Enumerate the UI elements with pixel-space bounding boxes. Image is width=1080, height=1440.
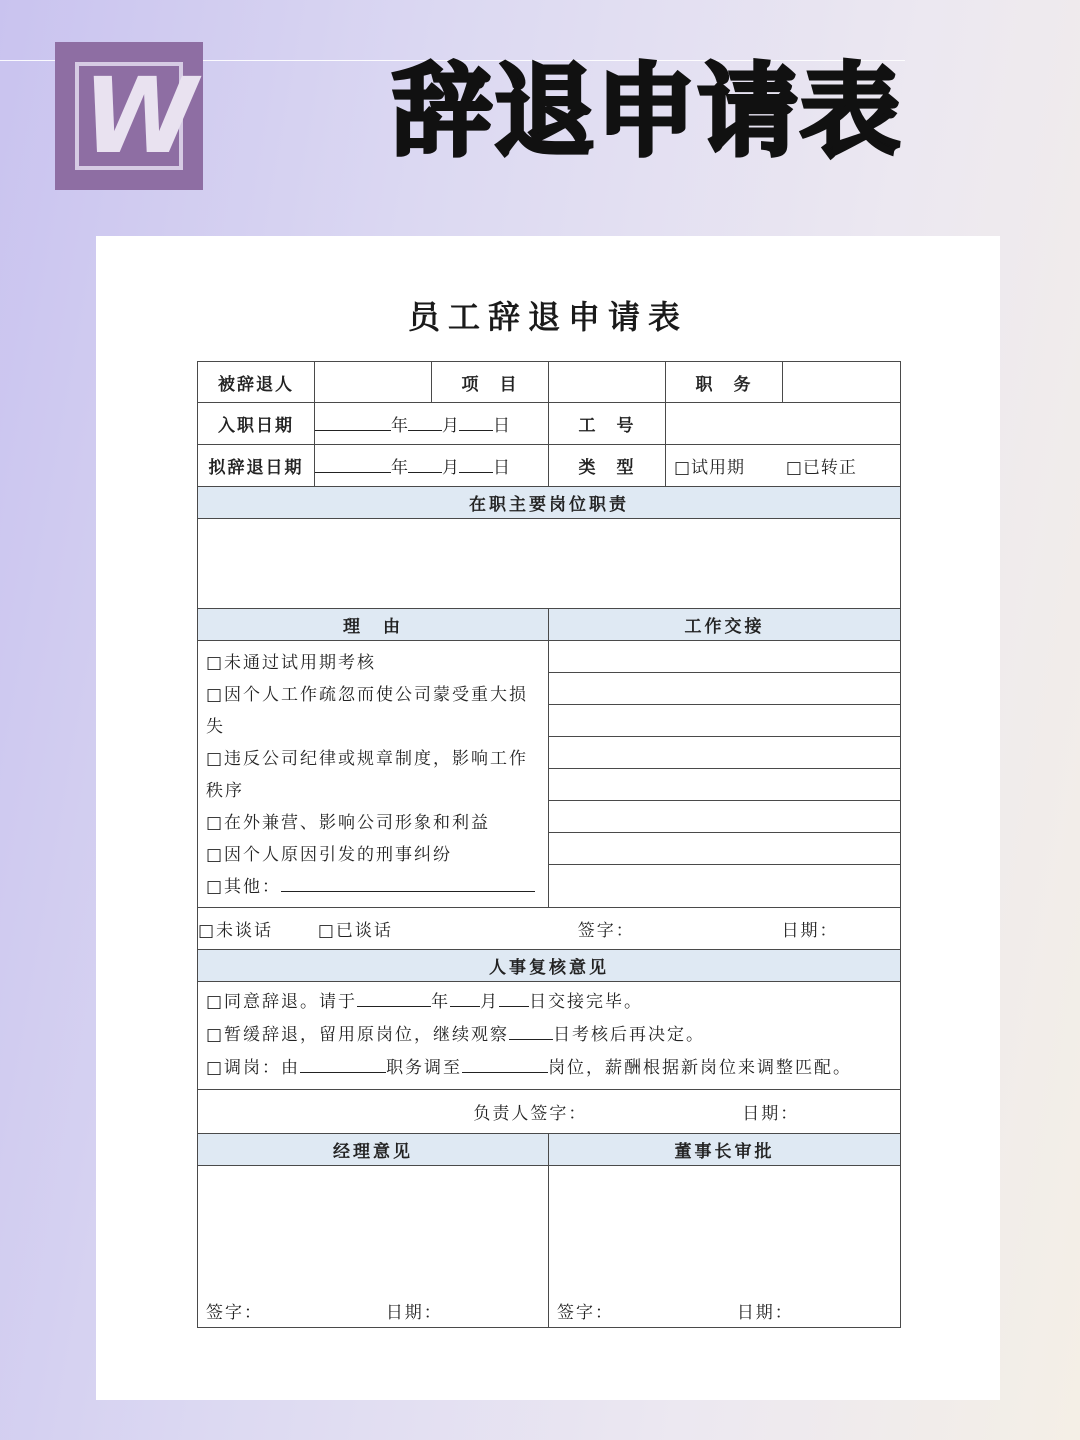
hr-options — [198, 982, 901, 1090]
field-hire-date[interactable]: 年 月 日 — [315, 403, 549, 445]
hr-option-transfer[interactable]: □调岗：由 职务调至 岗位，薪酬根据新岗位来调整匹配。 — [206, 1058, 853, 1078]
label-hire-date: 入职日期 — [198, 403, 315, 445]
field-dismissed-person[interactable] — [315, 362, 432, 403]
reason-list — [198, 641, 548, 907]
checkbox-not-talked[interactable]: □未谈话 — [198, 921, 274, 941]
row-hr-header — [198, 950, 901, 982]
dismissal-form-table — [197, 361, 901, 1328]
header-manager: 经理意见 — [198, 1134, 549, 1166]
header-reason: 理 由 — [198, 609, 549, 641]
row-duties-header — [198, 487, 901, 519]
row-hr-sign — [198, 1090, 901, 1134]
field-dismiss-date[interactable]: 年 月 日 — [315, 445, 549, 487]
row-duties-body — [198, 519, 901, 609]
handover-line[interactable] — [549, 769, 900, 801]
field-duties[interactable] — [198, 519, 901, 609]
row-dismiss-date — [198, 445, 901, 487]
row-reason-handover-header — [198, 609, 901, 641]
row-approval-body — [198, 1166, 901, 1328]
reason-cell — [198, 641, 549, 908]
handover-lines — [549, 641, 901, 908]
chairman-date-label: 日期： — [736, 1303, 794, 1323]
row-talk — [198, 908, 901, 950]
logo-letter: W — [82, 55, 194, 177]
header-hr-review: 人事复核意见 — [198, 950, 901, 982]
checkbox-regular[interactable]: □已转正 — [785, 458, 857, 478]
reason-item[interactable]: □因个人原因引发的刑事纠纷 — [206, 845, 453, 865]
row-hire-date — [198, 403, 901, 445]
form-title: 员工辞退申请表 — [407, 298, 688, 336]
hr-option-postpone[interactable]: □暂缓辞退，留用原岗位，继续观察 日考核后再决定。 — [206, 1025, 706, 1045]
reason-item[interactable]: □未通过试用期考核 — [206, 653, 377, 673]
checkbox-talked[interactable]: □已谈话 — [317, 921, 393, 941]
label-dismissed-person: 被辞退人 — [198, 362, 315, 403]
row-employee — [198, 362, 901, 403]
reason-other[interactable]: □其他： — [206, 871, 548, 903]
field-position[interactable] — [783, 362, 901, 403]
label-position: 职 务 — [666, 362, 783, 403]
label-employee-id: 工 号 — [549, 403, 666, 445]
chairman-sign-label: 签字： — [557, 1303, 614, 1323]
manager-opinion-cell[interactable] — [198, 1166, 549, 1328]
field-project[interactable] — [549, 362, 666, 403]
hr-date-label: 日期： — [742, 1104, 800, 1124]
label-type: 类 型 — [549, 445, 666, 487]
talk-sign-label: 签字： — [577, 921, 635, 941]
reason-item[interactable]: □因个人工作疏忽而使公司蒙受重大损失 — [206, 685, 529, 737]
handover-line[interactable] — [549, 865, 900, 897]
header-duties: 在职主要岗位职责 — [198, 487, 901, 519]
label-project: 项 目 — [432, 362, 549, 403]
word-logo-icon — [55, 42, 203, 190]
talk-date-label: 日期： — [781, 921, 839, 941]
header-chairman: 董事长审批 — [549, 1134, 901, 1166]
hr-option-approve[interactable]: □同意辞退。请于 年 月 日交接完毕。 — [206, 992, 644, 1012]
manager-date-label: 日期： — [385, 1303, 443, 1323]
banner-title: 辞退申请表 — [392, 53, 902, 170]
manager-sign-label: 签字： — [206, 1303, 263, 1323]
hr-sign-row — [198, 1090, 901, 1134]
row-approval-header — [198, 1134, 901, 1166]
handover-line[interactable] — [549, 801, 900, 833]
row-reason-handover-body — [198, 641, 901, 908]
label-dismiss-date: 拟辞退日期 — [198, 445, 315, 487]
chairman-approval-cell[interactable] — [549, 1166, 901, 1328]
field-employee-id[interactable] — [666, 403, 901, 445]
handover-line[interactable] — [549, 641, 900, 673]
row-hr-body — [198, 982, 901, 1090]
handover-line[interactable] — [549, 705, 900, 737]
checkbox-probation[interactable]: □试用期 — [674, 458, 746, 478]
header-handover: 工作交接 — [549, 609, 901, 641]
hr-sign-label: 负责人签字： — [473, 1104, 588, 1124]
handover-line[interactable] — [549, 833, 900, 865]
reason-item[interactable]: □违反公司纪律或规章制度，影响工作秩序 — [206, 749, 529, 801]
handover-line[interactable] — [549, 737, 900, 769]
field-type — [666, 445, 901, 487]
talk-row — [198, 908, 901, 950]
handover-line[interactable] — [549, 673, 900, 705]
reason-item[interactable]: □在外兼营、影响公司形象和利益 — [206, 813, 491, 833]
